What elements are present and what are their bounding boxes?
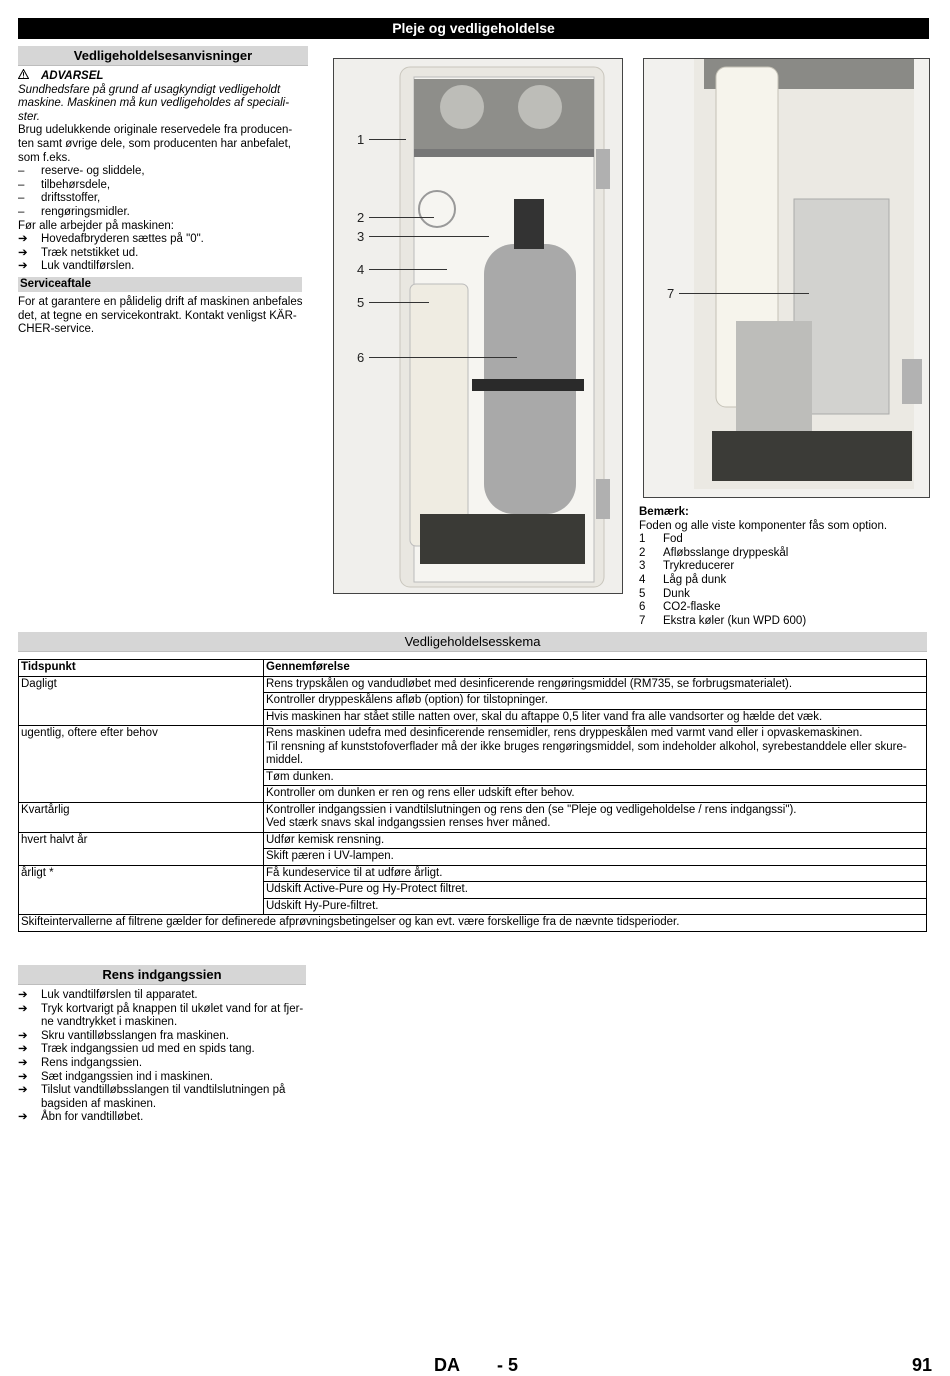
- service-line: CHER-service.: [18, 323, 95, 336]
- step-item: ➔ Skru vantilløbsslangen fra maskinen.: [18, 1029, 229, 1042]
- instructions-title: Vedligeholdelsesanvisninger: [18, 46, 308, 66]
- service-block: [18, 296, 310, 337]
- body-line: Brug udelukkende originale reservedele fra producen-: [18, 124, 293, 137]
- warning-text-line: ster.: [18, 110, 40, 123]
- arrow-right-icon: ➔: [18, 1070, 28, 1083]
- callout-number: 5: [357, 295, 365, 310]
- callout-leader: [369, 236, 489, 237]
- dash-item: – reserve- og sliddele,: [18, 165, 145, 178]
- step-item: ➔ Træk netstikket ud.: [18, 246, 139, 259]
- time-cell: ugentlig, oftere efter behov: [19, 726, 264, 803]
- arrow-right-icon: ➔: [18, 1084, 28, 1097]
- table-row: [19, 676, 927, 693]
- schedule-title: Vedligeholdelsesskema: [18, 632, 927, 652]
- step-item: ➔ Tilslut vandtilløbsslangen til vandtilslutningen på: [18, 1084, 286, 1097]
- clean-title: Rens indgangssien: [18, 965, 306, 985]
- schedule-table: [18, 659, 927, 932]
- step-item: ➔ Sæt indgangssien ind i maskinen.: [18, 1070, 213, 1083]
- callout-leader: [369, 139, 406, 140]
- callout-number: 1: [357, 132, 365, 147]
- table-header-row: [19, 660, 927, 677]
- service-title: Serviceaftale: [18, 277, 302, 292]
- time-cell: Kvartårlig: [19, 802, 264, 832]
- step-item: ➔ Rens indgangssien.: [18, 1056, 143, 1069]
- table-row: [19, 832, 927, 849]
- figure-cabinet-photo: [333, 58, 623, 594]
- step-item-cont: ne vandtrykket i maskinen.: [41, 1016, 178, 1029]
- step-item: ➔ Tryk kortvarigt på knappen til ukølet vand for at fjer-: [18, 1002, 304, 1015]
- table-footnote: Skifteintervallerne af filtrene gælder for definerede afprøvningsbetingelser og kan evt. være forskellige fra de nævnte tidsperioder.: [19, 915, 927, 932]
- service-line: For at garantere en pålidelig drift af maskinen anbefales: [18, 296, 303, 308]
- time-cell: Dagligt: [19, 676, 264, 726]
- note-item: 2 Afløbsslange dryppeskål: [639, 546, 789, 559]
- action-cell: Kontroller indgangssien i vandtilslutningen og rens den (se "Pleje og vedligeholdelse / rens indgangssi"). Ved stærk snavs skal indgangssien renses hver måned.: [264, 802, 927, 832]
- action-cell: Kontroller om dunken er ren og rens eller udskift efter behov.: [264, 786, 927, 803]
- callout-number: 7: [667, 286, 675, 301]
- note-item: 6 CO2-flaske: [639, 601, 721, 614]
- dash-item: – driftsstoffer,: [18, 192, 101, 205]
- dash-bullet: –: [18, 178, 25, 191]
- arrow-right-icon: ➔: [18, 1043, 28, 1056]
- table-row: [19, 726, 927, 770]
- arrow-right-icon: ➔: [18, 989, 28, 1001]
- warning-label: ADVARSEL: [41, 70, 104, 82]
- service-line: det, at tegne en servicekontrakt. Kontakt venligst KÄR-: [18, 309, 297, 322]
- action-cell: Få kundeservice til at udføre årligt.: [264, 865, 927, 882]
- action-cell: Kontroller dryppeskålens afløb (option) for tilstopninger.: [264, 693, 927, 710]
- page-header: Pleje og vedligeholdelse: [18, 18, 929, 39]
- note-text: Foden og alle viste komponenter fås som option.: [639, 519, 888, 532]
- note-item: 1 Fod: [639, 533, 683, 546]
- action-cell: Udskift Active-Pure og Hy-Protect filtret.: [264, 882, 927, 899]
- dash-item: – rengøringsmidler.: [18, 205, 130, 218]
- schedule-table-wrap: [18, 659, 927, 932]
- cooler-illustration: [644, 59, 929, 497]
- warning-text-line: Sundhedsfare på grund af usagkyndigt vedligeholdt: [18, 83, 281, 96]
- dash-bullet: –: [18, 165, 25, 178]
- footer-section: - 5: [497, 1355, 519, 1375]
- callout-number: 3: [357, 229, 365, 244]
- dash-bullet: –: [18, 192, 25, 205]
- figure-cooler-photo: [643, 58, 930, 498]
- arrow-right-icon: ➔: [18, 1002, 28, 1015]
- dash-item: – tilbehørsdele,: [18, 178, 111, 191]
- action-cell: Rens maskinen udefra med desinficerende rensemidler, rens dryppeskålen med varmt vand eller i opvaskemaskinen. Til rensning af kunststofoverflader må der ikke bruges rengøringsmiddel, som indeholder alkohol, syrebestanddele eller skure- middel.: [264, 726, 927, 770]
- note-item: 7 Ekstra køler (kun WPD 600): [639, 614, 807, 627]
- callout-leader: [369, 357, 517, 358]
- dash-bullet: –: [18, 205, 25, 218]
- table-footnote-row: [19, 915, 927, 932]
- callout-number: 6: [357, 350, 365, 365]
- note-item: 5 Dunk: [639, 587, 690, 600]
- time-cell: årligt *: [19, 865, 264, 915]
- warning-text-line: maskine. Maskinen må kun vedligeholdes af speciali-: [18, 97, 290, 110]
- action-cell: Hvis maskinen har stået stille natten over, skal du aftappe 0,5 liter vand fra alle vandsorter og hælde det væk.: [264, 709, 927, 726]
- time-cell: hvert halvt år: [19, 832, 264, 865]
- clean-steps: [18, 989, 310, 1125]
- instructions-block: [18, 69, 308, 274]
- arrow-right-icon: ➔: [18, 1029, 28, 1042]
- action-cell: Rens trypskålen og vandudløbet med desinficerende rengøringsmiddel (RM735, se forbrugsmaterialet).: [264, 676, 927, 693]
- table-row: [19, 802, 927, 832]
- col-header-time: Tidspunkt: [19, 660, 264, 677]
- note-block: [639, 506, 929, 628]
- before-work-line: Før alle arbejder på maskinen:: [18, 219, 174, 232]
- step-item: ➔ Træk indgangssien ud med en spids tang.: [18, 1043, 255, 1056]
- action-cell: Udfør kemisk rensning.: [264, 832, 927, 849]
- callout-leader: [369, 217, 434, 218]
- arrow-right-icon: ➔: [18, 1111, 28, 1124]
- col-header-action: Gennemførelse: [264, 660, 927, 677]
- note-title: Bemærk:: [639, 506, 689, 518]
- step-item: ➔ Hovedafbryderen sættes på "0".: [18, 233, 204, 246]
- arrow-right-icon: ➔: [18, 1056, 28, 1069]
- note-item: 4 Låg på dunk: [639, 573, 727, 586]
- callout-leader: [369, 269, 447, 270]
- table-row: [19, 865, 927, 882]
- footer-page-number: 91: [912, 1355, 933, 1375]
- arrow-right-icon: ➔: [18, 260, 28, 273]
- arrow-right-icon: ➔: [18, 233, 28, 246]
- footer-language: DA: [434, 1355, 460, 1375]
- step-item: ➔ Åbn for vandtilløbet.: [18, 1111, 144, 1124]
- callout-leader: [679, 293, 809, 294]
- callout-leader: [369, 302, 429, 303]
- body-line: som f.eks.: [18, 151, 71, 164]
- action-cell: Skift pæren i UV-lampen.: [264, 849, 927, 866]
- callout-number: 4: [357, 262, 365, 277]
- step-item: ➔ Luk vandtilførslen.: [18, 260, 135, 273]
- warning-line: [18, 69, 308, 84]
- note-item: 3 Trykreducerer: [639, 560, 735, 573]
- arrow-right-icon: ➔: [18, 246, 28, 259]
- body-line: ten samt øvrige dele, som producenten har anbefalet,: [18, 137, 291, 150]
- warning-triangle-icon: [18, 69, 41, 84]
- step-item: ➔ Luk vandtilførslen til apparatet.: [18, 989, 198, 1001]
- callout-number: 2: [357, 210, 365, 225]
- step-item-cont: bagsiden af maskinen.: [41, 1097, 157, 1110]
- action-cell: Udskift Hy-Pure-filtret.: [264, 898, 927, 915]
- action-cell: Tøm dunken.: [264, 769, 927, 786]
